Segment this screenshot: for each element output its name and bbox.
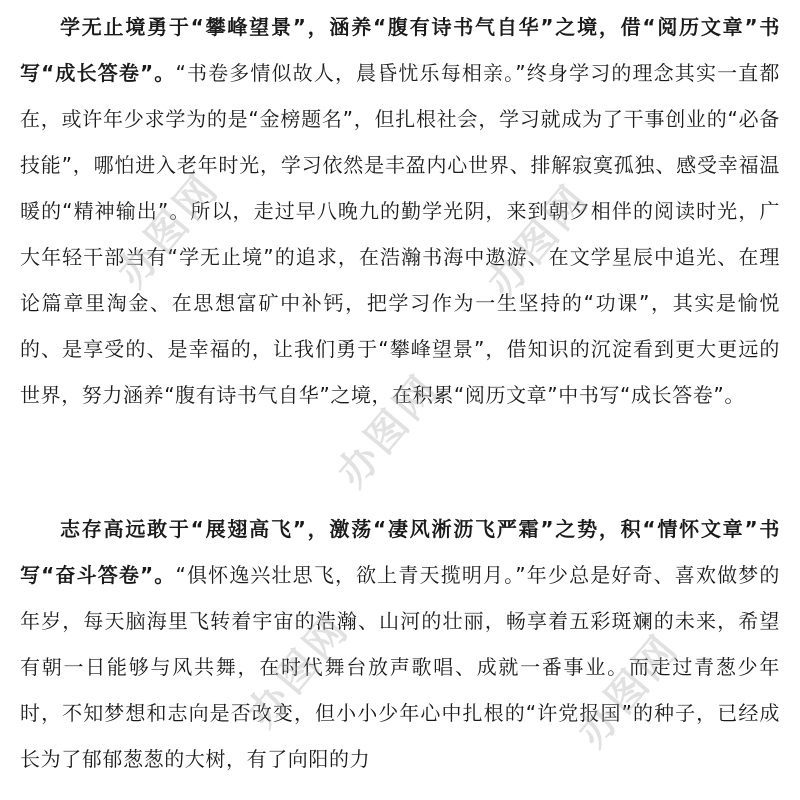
watermark: 办图网 xyxy=(478,175,599,307)
paragraph-2 xyxy=(20,506,780,782)
paragraph-1-heading: 学无止境勇于“攀峰望景”，涵养“腹有诗书气自华”之境，借“阅历文章”书写“成长答卷”。 xyxy=(20,15,780,85)
watermark: 办图网 xyxy=(238,605,359,737)
watermark: 办图网 xyxy=(328,365,449,497)
paragraph-2-body: “俱怀逸兴壮思飞，欲上青天揽明月。”年少总是好奇、喜欢做梦的年岁，每天脑海里飞转着宇宙的浩瀚、山河的壮丽，畅享着五彩斑斓的未来，希望有朝一日能够与风共舞，在时代舞台放声歌唱、成就一番事业。而走过青葱少年时，不知梦想和志向是否改变，但小小少年心中扎根的“许党报国”的种子，已经成长为了郁郁葱葱的大树，有了向阳的力 xyxy=(20,563,780,771)
paragraph-1-body: “书卷多情似故人，晨昏忧乐每相亲。”终身学习的理念其实一直都在，或许年少求学为的是“金榜题名”，但扎根社会，学习就成为了干事创业的“必备技能”，哪怕进入老年时光，学习依然是丰盈内心世界、排解寂寞孤独、感受幸福温暖的“精神输出”。所以，走过早八晚九的勤学光阴，来到朝夕相伴的阅读时光，广大年轻干部当有“学无止境”的追求，在浩瀚书海中遨游、在文学星辰中追光、在理论篇章里淘金、在思想富矿中补钙，把学习作为一生坚持的“功课”，其实是愉悦的、是享受的、是幸福的，让我们勇于“攀峰望景”，借知识的沉淀看到更大更远的世界，努力涵养“腹有诗书气自华”之境，在积累“阅历文章”中书写“成长答卷”。 xyxy=(20,61,780,407)
watermark: 办图网 xyxy=(108,165,229,297)
paragraph-2-heading: 志存高远敢于“展翅高飞”，激荡“凄风淅沥飞严霜”之势，积“情怀文章”书写“奋斗答卷”。 xyxy=(20,517,780,587)
paragraph-1 xyxy=(20,4,780,418)
watermark: 办图网 xyxy=(568,625,689,757)
